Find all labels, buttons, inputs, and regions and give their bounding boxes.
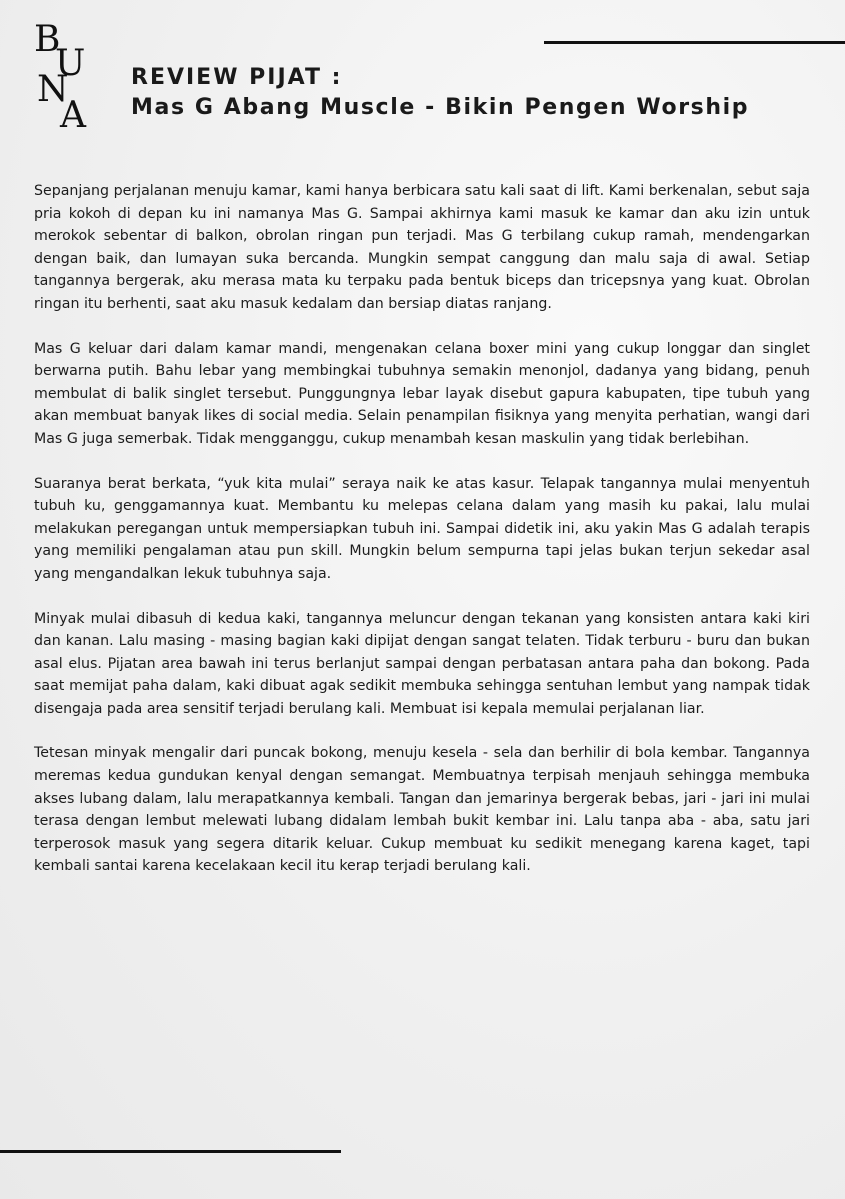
title-line-1: REVIEW PIJAT : [131,65,343,90]
top-rule [544,41,845,44]
paragraph: Mas G keluar dari dalam kamar mandi, mengenakan celana boxer mini yang cukup longgar dan singlet berwarna putih. Bahu lebar yang membingkai tubuhnya semakin menonjol, dadanya yang bidang, penuh membulat di balik singlet tersebut. Punggungnya lebar layak disebut gapura kabupaten, tipe tubuh yang akan membuat banyak likes di social media. Selain penampilan fisiknya yang menyita perhatian, wangi dari Mas G juga semerbak. Tidak mengganggu, cukup menambah kesan maskulin yang tidak berlebihan. [34,340,810,447]
paragraph: Sepanjang perjalanan menuju kamar, kami hanya berbicara satu kali saat di lift. Kami berkenalan, sebut saja pria kokoh di depan ku ini namanya Mas G. Sampai akhirnya kami masuk ke kamar dan aku izin untuk merokok sebentar di balkon, obrolan ringan pun terjadi. Mas G terbilang cukup ramah, mendengarkan dengan baik, dan lumayan suka bercanda. Mungkin sempat canggung dan malu saja di awal. Setiap tangannya bergerak, aku merasa mata ku terpaku pada bentuk biceps dan tricepsnya yang kuat. Obrolan ringan itu berhenti, saat aku masuk kedalam dan bersiap diatas ranjang. [34,183,810,312]
paragraph: Tetesan minyak mengalir dari puncak bokong, menuju kesela - sela dan berhilir di bola kembar. Tangannya meremas kedua gundukan kenyal dengan semangat. Membuatnya terpisah menjauh sehingga membuka akses lubang dalam, lalu merapatkannya kembali. Tangan dan jemarinya bergerak bebas, jari - jari ini mulai terasa dengan lembut melewati lubang didalam lembah bukit kembar ini. Lalu tanpa aba - aba, satu jari terperosok masuk yang segera ditarik keluar. Cukup membuat ku sedikit menegang karena kaget, tapi kembali santai karena kecelakaan kecil itu kerap terjadi berulang kali. [34,745,810,875]
logo-letter: B [34,19,61,60]
brand-logo [34,19,104,137]
paragraph: Suaranya berat berkata, “yuk kita mulai” seraya naik ke atas kasur. Telapak tangannya mulai menyentuh tubuh ku, genggamannya kuat. Membantu ku melepas celana dalam yang masih ku pakai, lalu mulai melakukan peregangan untuk mempersiapkan tubuh ini. Sampai didetik ini, aku yakin Mas G adalah terapis yang memiliki pengalaman atau pun skill. Mungkin belum sempurna tapi jelas bukan terjun sekedar asal yang mengandalkan lekuk tubuhnya saja. [34,475,810,582]
logo-letter: A [60,95,86,136]
logo-letter: N [37,69,69,110]
page-title [131,64,749,124]
bottom-rule [0,1150,341,1153]
logo-letter: U [55,43,86,84]
article-body [34,180,810,900]
paragraph: Minyak mulai dibasuh di kedua kaki, tangannya meluncur dengan tekanan yang konsisten antara kaki kiri dan kanan. Lalu masing - masing bagian kaki dipijat dengan sangat telaten. Tidak terburu - buru dan bukan asal elus. Pijatan area bawah ini terus berlanjut sampai dengan perbatasan antara paha dan bokong. Pada saat memijat paha dalam, kaki dibuat agak sedikit membuka sehingga sentuhan lembut yang nampak tidak disengaja pada area sensitif terjadi berulang kali. Membuat isi kepala memulai perjalanan liar. [34,610,810,717]
title-line-2: Mas G Abang Muscle - Bikin Pengen Worship [131,95,750,120]
